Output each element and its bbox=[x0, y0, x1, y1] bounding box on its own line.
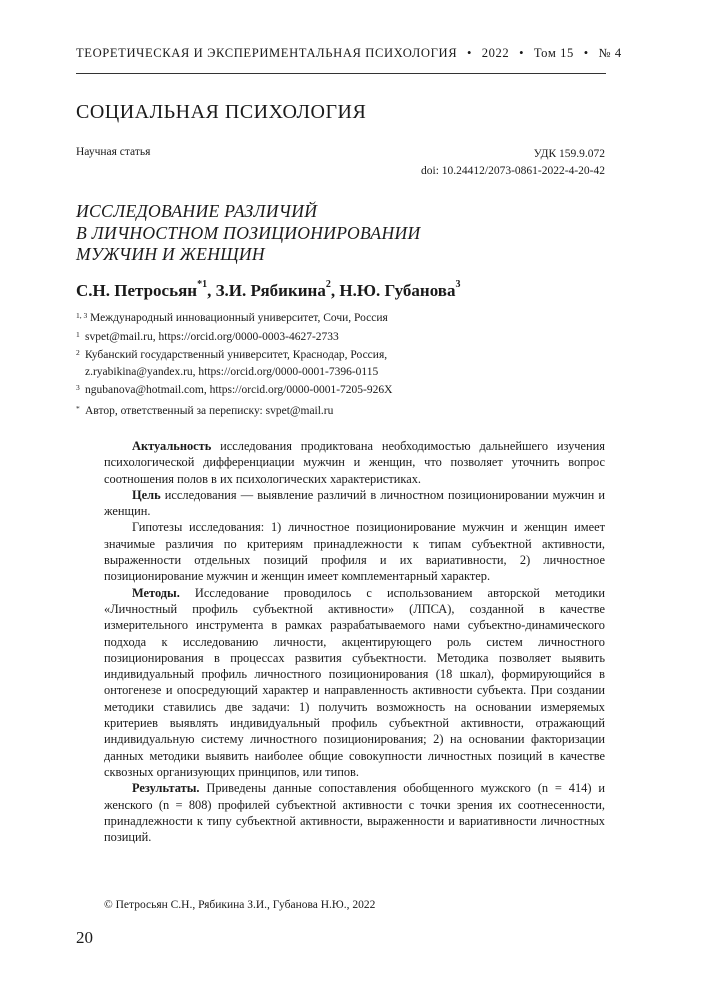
abstract-relevance bbox=[104, 438, 605, 487]
relevance-text: исследования продиктована необходимостью дальнейшего изучения психологической дифференциации мужчин и женщин, что позволяет уточнить вопрос соотношения полов в их психологических характеристиках. bbox=[104, 439, 605, 486]
methods-text: Исследование проводилось с использованием авторской методики «Личностный профиль субъектной активности» (ЛПСА), созданной в качестве измерительного инструмента в рамках разрабатываемого нами субъектно-динамического подхода к исследованию личности, акцентирующего роль систем личностного позиционирования в процессах развития субъектности. Методика позволяет выявить индивидуальный профиль личностного позиционирования (18 шкал), формирующийся в онтогенезе и опосредующий характер и направленность активности субъекта. При создании методики ставились две задачи: 1) получить возможность на основании измеряемых критериев выявлять индивидуальный профиль субъектной активности, отражающий индивидуальную систему личностного позиционирования; 2) на основании факторизации данных методики выявить наиболее общие совокупности личностных позиций в качестве сквозных организующих принципов, или типов. bbox=[104, 585, 605, 779]
relevance-label: Актуальность bbox=[132, 439, 212, 453]
title-line: ИССЛЕДОВАНИЕ РАЗЛИЧИЙ bbox=[76, 201, 318, 221]
affiliation-item bbox=[76, 310, 616, 327]
affiliation-number: 3 bbox=[76, 383, 80, 392]
abstract bbox=[104, 438, 605, 845]
affiliation-item bbox=[76, 329, 616, 346]
affiliation-text: Международный инновационный университет, Сочи, Россия bbox=[90, 312, 388, 324]
aim-label: Цель bbox=[132, 487, 161, 502]
author-name: С.Н. Петросьян bbox=[76, 281, 198, 300]
journal-name: ТЕОРЕТИЧЕСКАЯ И ЭКСПЕРИМЕНТАЛЬНАЯ ПСИХОЛОГИЯ bbox=[76, 46, 458, 60]
affiliation-text: Кубанский государственный университет, Краснодар, Россия, bbox=[85, 349, 388, 361]
author-list bbox=[76, 281, 460, 301]
page-number: 20 bbox=[76, 928, 93, 947]
author-name: З.И. Рябикина bbox=[215, 281, 326, 300]
abstract-methods bbox=[104, 585, 605, 781]
affiliation-item bbox=[76, 347, 616, 380]
affiliation-contact: svpet@mail.ru, https://orcid.org/0000-0003-4627-2733 bbox=[85, 330, 339, 343]
affiliation-number: 1 bbox=[76, 329, 80, 339]
section-title: СОЦИАЛЬНАЯ ПСИХОЛОГИЯ bbox=[76, 101, 367, 123]
aim-text: исследования — выявление различий в личностном позиционировании мужчин и женщин. bbox=[104, 487, 605, 519]
udk-doi-block bbox=[421, 146, 605, 179]
author-separator: , bbox=[207, 281, 216, 300]
author-name: Н.Ю. Губанова bbox=[339, 281, 456, 300]
title-line: МУЖЧИН И ЖЕНЩИН bbox=[76, 244, 265, 264]
header-separator: • bbox=[519, 46, 525, 60]
doi: doi: 10.24412/2073-0861-2022-4-20-42 bbox=[421, 164, 605, 177]
header-separator: • bbox=[466, 46, 472, 60]
article-title bbox=[76, 201, 421, 266]
author-affiliation-mark: 3 bbox=[455, 279, 461, 291]
methods-label: Методы. bbox=[132, 585, 180, 600]
journal-issue: № 4 bbox=[598, 46, 622, 60]
corresponding-text: Автор, ответственный за переписку: svpet@mail.ru bbox=[85, 404, 334, 417]
header-separator: • bbox=[583, 46, 589, 60]
header-rule bbox=[76, 73, 606, 74]
journal-volume: Том 15 bbox=[533, 46, 574, 60]
abstract-results bbox=[104, 780, 605, 845]
affiliation-item bbox=[76, 382, 616, 399]
journal-year: 2022 bbox=[481, 46, 510, 60]
title-line: В ЛИЧНОСТНОМ ПОЗИЦИОНИРОВАНИИ bbox=[76, 222, 421, 243]
affiliation-number: 1, 3 bbox=[76, 311, 88, 320]
running-header bbox=[76, 46, 622, 61]
author-affiliation-mark: *1 bbox=[197, 279, 208, 291]
results-label: Результаты. bbox=[132, 781, 200, 796]
results-text: Приведены данные сопоставления обобщенного мужского (n = 414) и женского (n = 808) профилей субъектной активности с точки зрения их соотнесенности, принадлежности к типу субъектной активности, выраженности и вариативности личностных позиций. bbox=[104, 781, 605, 845]
author-separator: , bbox=[330, 281, 340, 300]
corresponding-mark: * bbox=[76, 403, 80, 413]
author-affiliation-mark: 2 bbox=[325, 279, 331, 291]
affiliation-number: 2 bbox=[76, 348, 80, 357]
copyright-line: © Петросьян С.Н., Рябикина З.И., Губанова Н.Ю., 2022 bbox=[104, 899, 376, 911]
affiliation-contact: ngubanova@hotmail.com, https://orcid.org/0000-0001-7205-926X bbox=[85, 384, 393, 396]
abstract-aim bbox=[104, 487, 605, 520]
article-type: Научная статья bbox=[76, 146, 151, 158]
corresponding-author-note bbox=[76, 403, 616, 420]
affiliation-contact: z.ryabikina@yandex.ru, https://orcid.org/0000-0001-7396-0115 bbox=[85, 365, 379, 378]
affiliations bbox=[76, 310, 616, 419]
udk-code: УДК 159.9.072 bbox=[533, 148, 605, 160]
abstract-hypotheses: Гипотезы исследования: 1) личностное позиционирование мужчин и женщин имеет значимые различия по критериям принадлежности к типам субъектной активности, выраженности отдельных позиций профиля и их вариативности, 2) личностное позиционирование мужчин и женщин имеет комплементарный характер. bbox=[104, 520, 605, 584]
